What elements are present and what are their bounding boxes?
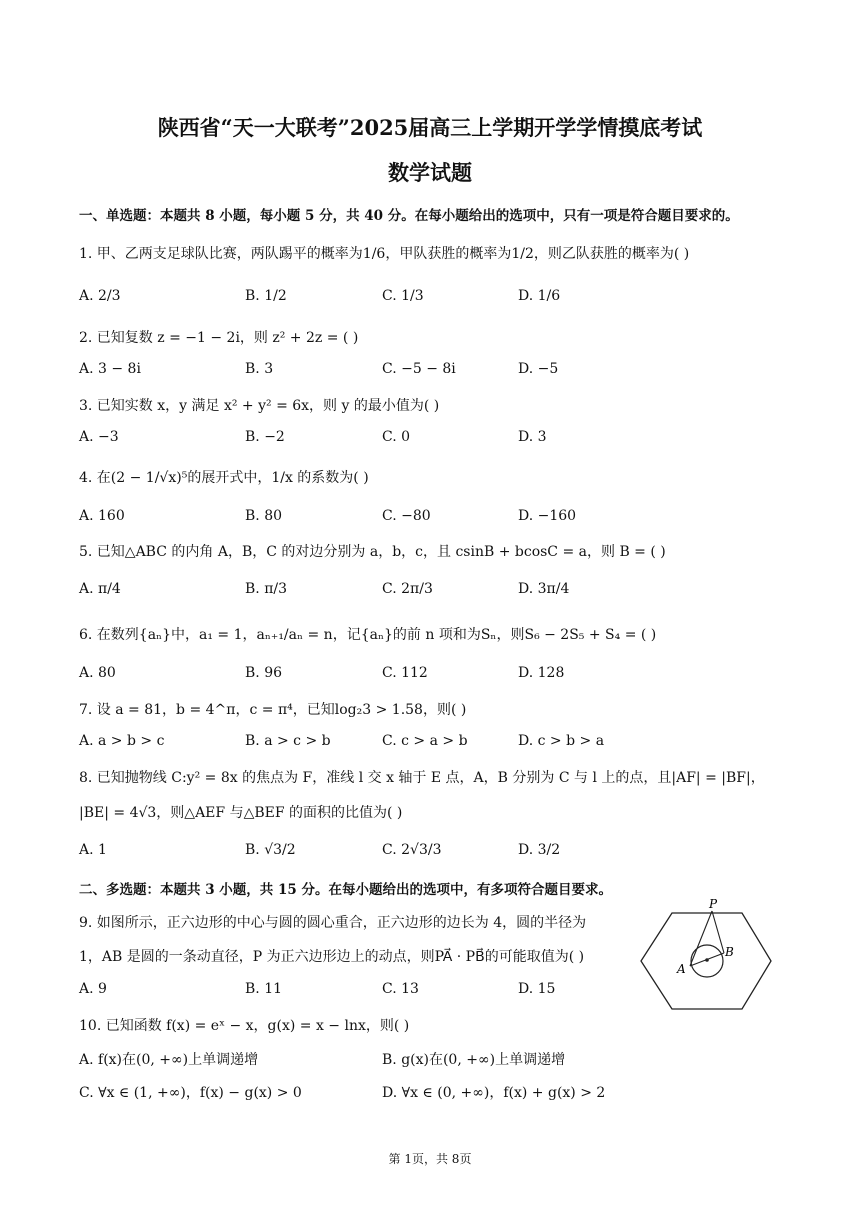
question-5-stem: 5. 已知△ABC 的内角 A，B，C 的对边分别为 a，b，c，且 csinB + bcosC = a，则 B = ( ) <box>79 544 666 560</box>
question-8-option-b: B. √3/2 <box>245 842 296 858</box>
label-b: B <box>725 945 734 959</box>
question-4-option-b: B. 80 <box>245 508 283 524</box>
question-9-stem: 9. 如图所示，正六边形的中心与圆的圆心重合，正六边形的边长为 4，圆的半径为 <box>79 915 587 931</box>
question-9-option-c: C. 13 <box>382 981 419 997</box>
question-4-stem: 4. 在(2 − 1/√x)⁵的展开式中，1/x 的系数为( ) <box>79 470 369 486</box>
question-1-stem: 1. 甲、乙两支足球队比赛，两队踢平的概率为1/6，甲队获胜的概率为1/2，则乙队获胜的概率为( ) <box>79 246 690 262</box>
question-9-option-d: D. 15 <box>518 981 556 997</box>
question-1-option-d: D. 1/6 <box>518 288 561 304</box>
question-7-option-a: A. a > b > c <box>79 733 165 749</box>
page-title: 陕西省“天一大联考”2025届高三上学期开学学情摸底考试 <box>157 115 703 140</box>
question-1-option-c: C. 1/3 <box>382 288 424 304</box>
question-6-option-b: B. 96 <box>245 665 283 681</box>
question-2-stem: 2. 已知复数 z = −1 − 2i，则 z² + 2z = ( ) <box>79 330 359 346</box>
question-2-option-b: B. 3 <box>245 361 274 377</box>
page-footer: 第 1页，共 8页 <box>388 1152 472 1166</box>
question-5-option-c: C. 2π/3 <box>382 581 433 597</box>
question-3-option-d: D. 3 <box>518 429 547 445</box>
question-8-stem-continued: |BE| = 4√3，则△AEF 与△BEF 的面积的比值为( ) <box>79 805 403 821</box>
question-5-option-b: B. π/3 <box>245 581 288 597</box>
question-8-stem: 8. 已知抛物线 C:y² = 8x 的焦点为 F，准线 l 交 x 轴于 E 点，A，B 分别为 C 与 l 上的点，且|AF| = |BF|， <box>79 770 765 786</box>
question-1-option-b: B. 1/2 <box>245 288 287 304</box>
question-4-option-c: C. −80 <box>382 508 431 524</box>
question-5-option-d: D. 3π/4 <box>518 581 570 597</box>
question-1-option-a: A. 2/3 <box>79 288 121 304</box>
label-a: A <box>677 962 686 976</box>
question-6-option-c: C. 112 <box>382 665 428 681</box>
question-6-stem: 6. 在数列{aₙ}中，a₁ = 1，aₙ₊₁/aₙ = n，记{aₙ}的前 n 项和为Sₙ，则S₆ − 2S₅ + S₄ = ( ) <box>79 627 657 643</box>
question-6-option-d: D. 128 <box>518 665 565 681</box>
question-4-option-a: A. 160 <box>79 508 125 524</box>
question-8-option-c: C. 2√3/3 <box>382 842 442 858</box>
section-heading-single-choice: 一、单选题：本题共 8 小题，每小题 5 分，共 40 分。在每小题给出的选项中，只有一项是符合题目要求的。 <box>79 208 739 224</box>
question-2-option-d: D. −5 <box>518 361 559 377</box>
question-10-option-d: D. ∀x ∈ (0, +∞)，f(x) + g(x) > 2 <box>382 1085 606 1101</box>
center-point <box>705 958 709 962</box>
question-4-option-d: D. −160 <box>518 508 577 524</box>
hexagon-circle-figure <box>636 896 776 1016</box>
question-10-stem: 10. 已知函数 f(x) = eˣ − x，g(x) = x − lnx，则( ) <box>79 1018 410 1034</box>
question-10-option-b: B. g(x)在(0, +∞)上单调递增 <box>382 1052 566 1068</box>
question-5-option-a: A. π/4 <box>79 581 121 597</box>
section-heading-multi-choice: 二、多选题：本题共 3 小题，共 15 分。在每小题给出的选项中，有多项符合题目要求。 <box>79 882 612 898</box>
question-8-option-a: A. 1 <box>79 842 107 858</box>
segment-pa <box>690 911 712 966</box>
question-2-option-a: A. 3 − 8i <box>79 361 141 377</box>
question-9-stem-continued: 1，AB 是圆的一条动直径，P 为正六边形边上的动点，则PA⃗ · PB⃗的可能取值为( ) <box>79 949 585 965</box>
page-subtitle: 数学试题 <box>388 160 472 185</box>
question-2-option-c: C. −5 − 8i <box>382 361 456 377</box>
question-10-option-c: C. ∀x ∈ (1, +∞)，f(x) − g(x) > 0 <box>79 1085 302 1101</box>
question-7-option-d: D. c > b > a <box>518 733 605 749</box>
question-9-option-a: A. 9 <box>79 981 107 997</box>
question-10-option-a: A. f(x)在(0, +∞)上单调递增 <box>79 1052 259 1068</box>
question-7-stem: 7. 设 a = 81，b = 4^π，c = π⁴，已知log₂3 > 1.58，则( ) <box>79 702 467 718</box>
question-7-option-c: C. c > a > b <box>382 733 468 749</box>
question-9-option-b: B. 11 <box>245 981 283 997</box>
question-3-option-c: C. 0 <box>382 429 411 445</box>
question-3-option-b: B. −2 <box>245 429 285 445</box>
question-6-option-a: A. 80 <box>79 665 116 681</box>
question-8-option-d: D. 3/2 <box>518 842 561 858</box>
question-3-stem: 3. 已知实数 x，y 满足 x² + y² = 6x，则 y 的最小值为( ) <box>79 398 440 414</box>
question-7-option-b: B. a > c > b <box>245 733 331 749</box>
label-p: P <box>709 897 718 911</box>
question-3-option-a: A. −3 <box>79 429 119 445</box>
